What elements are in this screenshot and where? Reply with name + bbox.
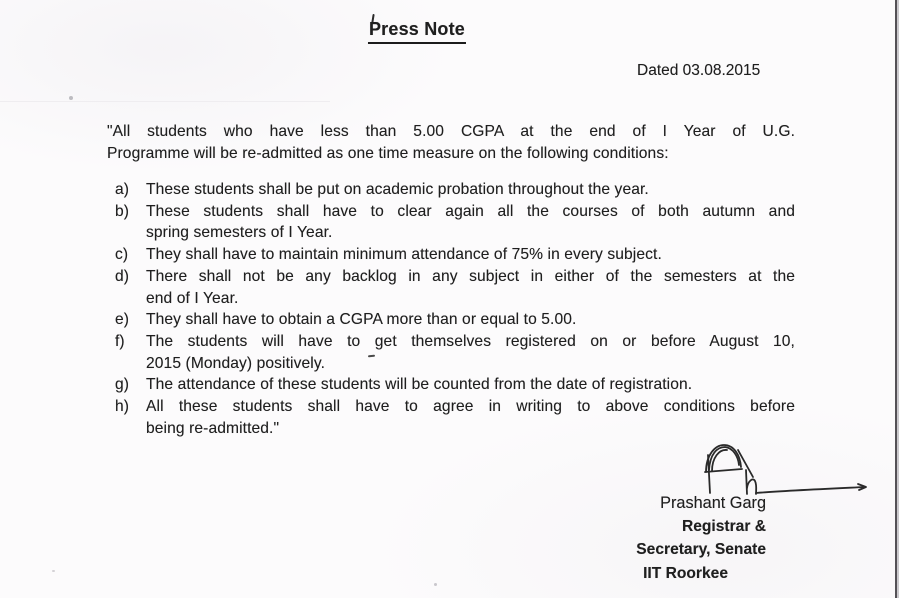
condition-text-line: These students shall have to clear again all the courses of both autumn and xyxy=(146,202,795,220)
intro-line: Programme will be re-admitted as one time measure on the following conditions: xyxy=(107,144,669,162)
condition-text-line: 2015 (Monday) positively. xyxy=(146,354,326,372)
condition-text-line: These students shall be put on academic probation throughout the year. xyxy=(146,181,649,198)
condition-label: a) xyxy=(115,181,130,198)
condition-row xyxy=(115,201,797,244)
condition-label: h) xyxy=(115,398,130,416)
condition-label: c) xyxy=(115,246,129,264)
page-title: Press Note xyxy=(368,19,466,44)
condition-label: b) xyxy=(115,202,130,220)
signatory-designation: Secretary, Senate xyxy=(636,541,766,559)
condition-text-line: spring semesters of I Year. xyxy=(146,224,333,242)
signatory-designation: Registrar & xyxy=(681,518,766,536)
condition-row xyxy=(115,244,797,266)
condition-text-line: The students will have to get themselves registered on or before August 10, xyxy=(146,332,795,350)
signatory-name: Prashant Garg xyxy=(660,494,766,512)
scan-speck xyxy=(69,96,73,100)
condition-text-line: They shall have to maintain minimum attendance of 75% in every subject. xyxy=(146,246,662,264)
date-line: Dated 03.08.2015 xyxy=(637,62,761,79)
condition-label: e) xyxy=(115,311,130,329)
condition-row xyxy=(115,179,797,201)
condition-row xyxy=(115,374,797,396)
condition-row xyxy=(115,309,797,331)
condition-text-line: There shall not be any backlog in any subject in either of the semesters at the xyxy=(146,267,795,285)
scan-streak xyxy=(0,101,330,102)
condition-label: d) xyxy=(115,267,130,285)
condition-row xyxy=(115,266,797,309)
condition-text-line: The attendance of these students will be counted from the date of registration. xyxy=(146,376,693,394)
signatory-organization: IIT Roorkee xyxy=(643,564,728,582)
condition-row xyxy=(115,331,797,374)
condition-text-line: They shall have to obtain a CGPA more than or equal to 5.00. xyxy=(146,311,577,329)
condition-label: g) xyxy=(115,376,130,394)
intro-paragraph xyxy=(107,121,795,164)
scan-speck xyxy=(434,583,437,586)
condition-text-line: All these students shall have to agree in writing to above conditions before xyxy=(146,398,795,416)
condition-text-line: end of I Year. xyxy=(146,289,239,307)
condition-label: f) xyxy=(115,332,125,350)
conditions-list xyxy=(107,179,797,439)
condition-text-line: being re-admitted." xyxy=(146,419,280,437)
signature-mark xyxy=(693,441,878,499)
scan-speck xyxy=(52,570,55,572)
intro-line: "All students who have less than 5.00 CGPA at the end of I Year of U.G. xyxy=(107,123,795,140)
condition-row xyxy=(115,396,797,439)
signature-block xyxy=(600,492,766,585)
